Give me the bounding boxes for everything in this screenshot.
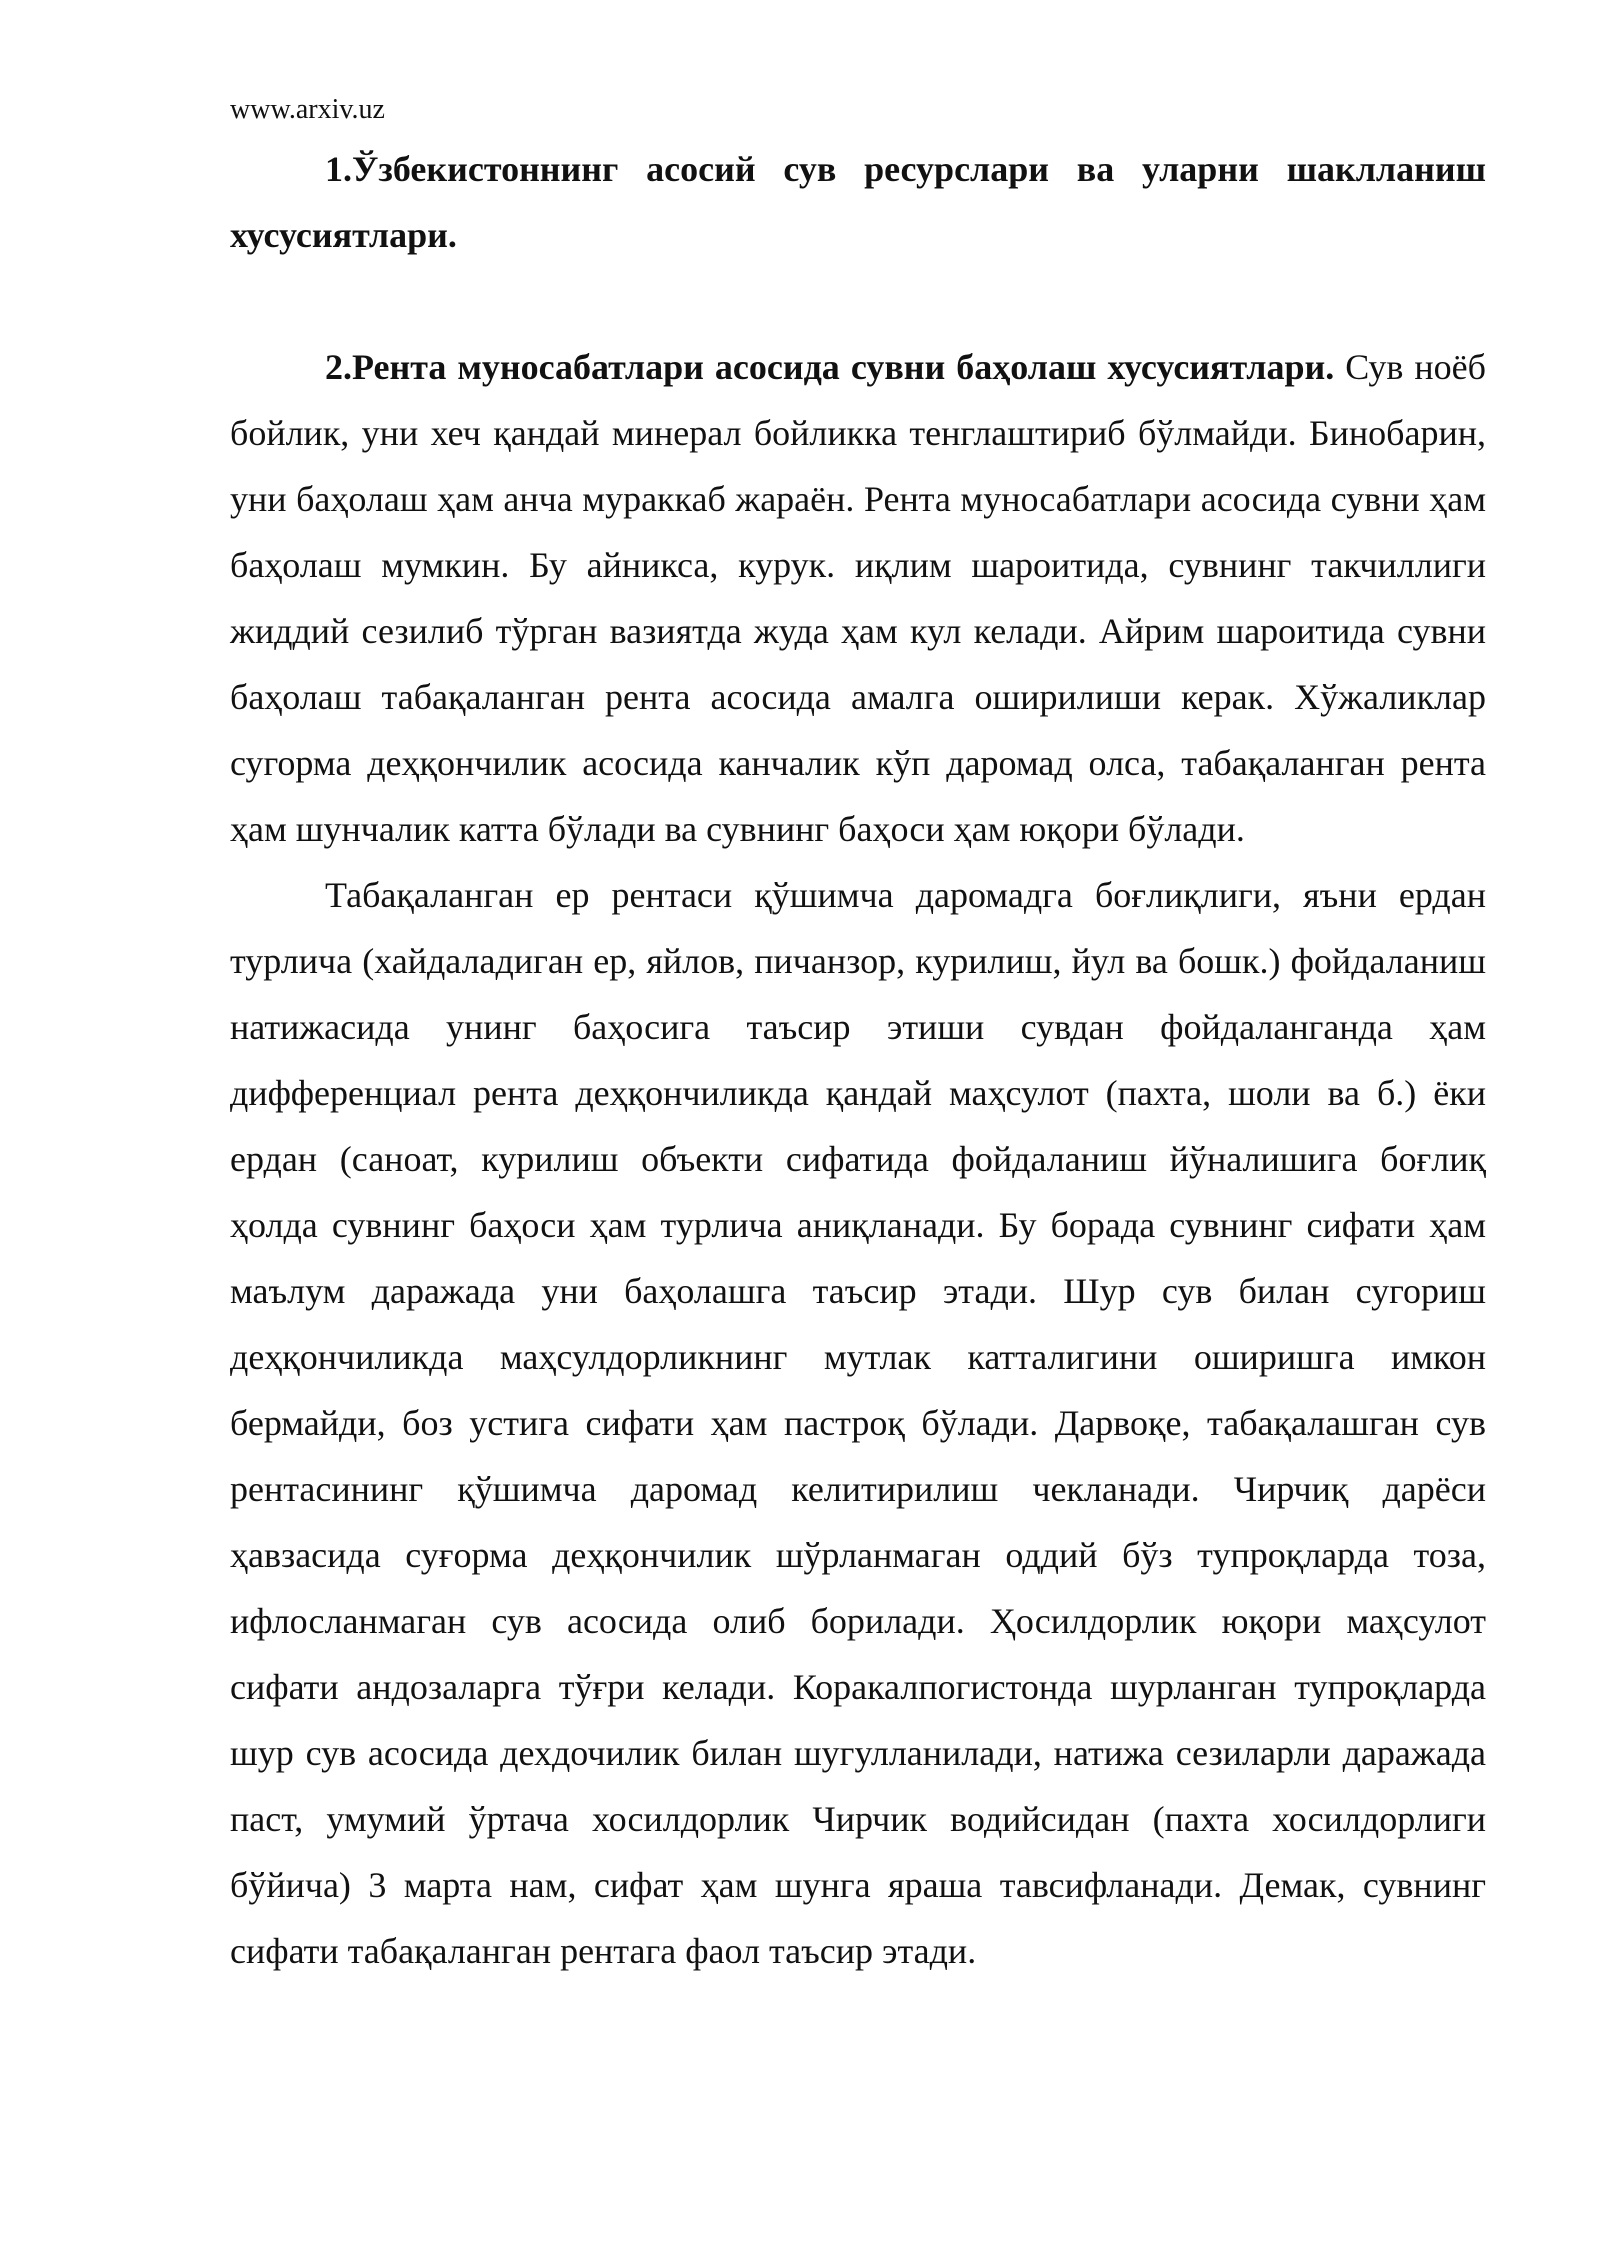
section-heading-1: 1.Ўзбекистоннинг асосий сув ресурслари ва уларни шаклланиш хусусиятлари.: [230, 149, 1486, 255]
page-content: [230, 92, 1486, 1984]
header-url: www.arxiv.uz: [230, 94, 385, 125]
paragraph-1: [230, 334, 1486, 862]
paragraph-1-text: Сув ноёб бойлик, уни хеч қандай минерал бойликка тенглаштириб бўлмайди. Бинобарин, уни баҳолаш ҳам анча мураккаб жараён. Рента муносабатлари асосида сувни ҳам баҳолаш мумкин. Бу айникса, курук. иқлим шароитида, сувнинг такчиллиги жиддий сезилиб тўрган вазиятда жуда ҳам кул келади. Айрим шароитида сувни баҳолаш табақаланган рента асосида амалга оширилиши керак. Хўжаликлар сугорма деҳқончилик асосида канчалик кўп даромад олса, табақаланган рента ҳам шунчалик катта бўлади ва сувнинг баҳоси ҳам юқори бўлади.: [230, 347, 1486, 849]
section-heading-2: 2.Рента муносабатлари асосида сувни баҳолаш хусусиятлари.: [325, 347, 1335, 387]
paragraph-2: Табақаланган ер рентаси қўшимча даромадга боғлиқлиги, яъни ердан турлича (хайдаладиган ер, яйлов, пичанзор, курилиш, йул ва бошк.) фойдаланиш натижасида унинг баҳосига таъсир этиши сувдан фойдаланганда ҳам дифференциал рента деҳқончиликда қандай маҳсулот (пахта, шоли ва б.) ёки ердан (саноат, курилиш объекти сифатида фойдаланиш йўналишига боғлиқ ҳолда сувнинг баҳоси ҳам турлича аниқланади. Бу борада сувнинг сифати ҳам маълум даражада уни баҳолашга таъсир этади. Шур сув билан сугориш деҳқончиликда маҳсулдорликнинг мутлак катталигини оширишга имкон бермайди, боз устига сифати ҳам пастроқ бўлади. Дарвоқе, табақалашган сув рентасининг қўшимча даромад келитирилиш чекланади. Чирчиқ дарёси ҳавзасида суғорма деҳқончилик шўрланмаган оддий бўз тупроқларда тоза, ифлосланмаган сув асосида олиб борилади. Ҳосилдорлик юқори маҳсулот сифати андозаларга тўғри келади. Коракалпогистонда шурланган тупроқларда шур сув асосида дехдочилик билан шугулланилади, натижа сезиларли даражада паст, умумий ўртача хосилдорлик Чирчик водийсидан (пахта хосилдорлиги бўйича) 3 марта нам, сифат ҳам шунга яраша тавсифланади. Демак, сувнинг сифати табақаланган рентага фаол таъсир этади.: [230, 875, 1486, 1971]
spacer: [230, 268, 1486, 334]
